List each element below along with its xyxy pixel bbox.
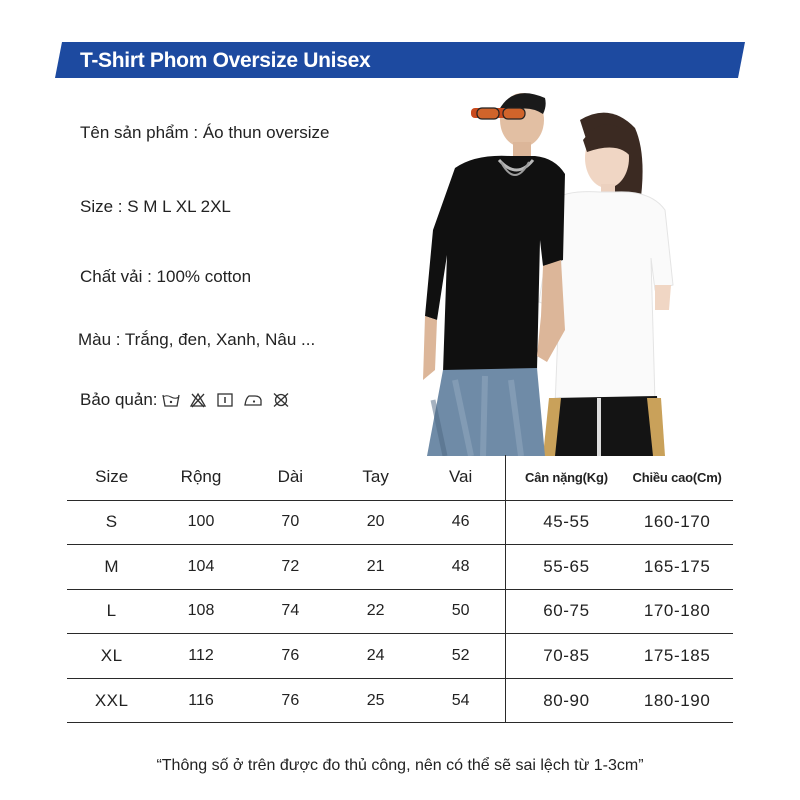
- cell-width: 112: [156, 634, 245, 679]
- product-colors: Màu : Trắng, đen, Xanh, Nâu ...: [78, 330, 316, 349]
- cell-shoulder: 52: [416, 634, 505, 679]
- care-instructions: [80, 388, 290, 412]
- table-header-row: [67, 455, 733, 500]
- cell-width: 108: [156, 589, 245, 634]
- cell-sleeve: 25: [335, 678, 416, 723]
- no-bleach-icon: [189, 392, 207, 408]
- cell-height: 160-170: [621, 500, 733, 545]
- cell-width: 100: [156, 500, 245, 545]
- header-height: Chiều cao(Cm): [621, 455, 733, 500]
- header-weight: Cân nặng(Kg): [512, 455, 622, 500]
- product-sizes: Size : S M L XL 2XL: [80, 197, 231, 216]
- cell-width: 116: [156, 678, 245, 723]
- cell-length: 72: [246, 545, 335, 590]
- cell-size: L: [67, 589, 156, 634]
- cell-size: XL: [67, 634, 156, 679]
- header-length: Dài: [246, 455, 335, 500]
- cell-weight: 55-65: [512, 545, 622, 590]
- cell-weight: 45-55: [512, 500, 622, 545]
- cell-size: XXL: [67, 678, 156, 723]
- cell-size: M: [67, 545, 156, 590]
- cell-sleeve: 20: [335, 500, 416, 545]
- table-row: [67, 500, 733, 545]
- iron-low-icon: [243, 392, 263, 408]
- cell-height: 170-180: [621, 589, 733, 634]
- header-shoulder: Vai: [416, 455, 505, 500]
- product-name: Tên sản phẩm : Áo thun oversize: [80, 123, 330, 142]
- table-row: [67, 678, 733, 723]
- wash-30-icon: [162, 392, 180, 408]
- cell-sleeve: 21: [335, 545, 416, 590]
- cell-weight: 80-90: [512, 678, 622, 723]
- measurement-note: “Thông số ở trên được đo thủ công, nên có thể sẽ sai lệch từ 1-3cm”: [156, 757, 644, 774]
- header-size: Size: [67, 455, 156, 500]
- cell-shoulder: 54: [416, 678, 505, 723]
- cell-height: 180-190: [621, 678, 733, 723]
- page-title: T-Shirt Phom Oversize Unisex: [80, 49, 371, 72]
- cell-length: 76: [246, 634, 335, 679]
- cell-sleeve: 24: [335, 634, 416, 679]
- cell-height: 165-175: [621, 545, 733, 590]
- cell-width: 104: [156, 545, 245, 590]
- model-photo: [415, 80, 715, 456]
- models-illustration: [415, 80, 715, 456]
- care-label: Bảo quản:: [80, 390, 158, 409]
- table-row: [67, 634, 733, 679]
- product-fabric: Chất vải : 100% cotton: [80, 267, 252, 286]
- cell-length: 70: [246, 500, 335, 545]
- cell-sleeve: 22: [335, 589, 416, 634]
- table-row: [67, 545, 733, 590]
- cell-length: 76: [246, 678, 335, 723]
- cell-size: S: [67, 500, 156, 545]
- cell-shoulder: 48: [416, 545, 505, 590]
- cell-height: 175-185: [621, 634, 733, 679]
- cell-shoulder: 46: [416, 500, 505, 545]
- cell-shoulder: 50: [416, 589, 505, 634]
- size-table: [67, 455, 733, 723]
- no-dry-clean-icon: [272, 392, 290, 408]
- cell-weight: 60-75: [512, 589, 622, 634]
- header-width: Rộng: [156, 455, 245, 500]
- cell-weight: 70-85: [512, 634, 622, 679]
- tumble-dry-icon: [216, 392, 234, 408]
- cell-length: 74: [246, 589, 335, 634]
- table-row: [67, 589, 733, 634]
- header-sleeve: Tay: [335, 455, 416, 500]
